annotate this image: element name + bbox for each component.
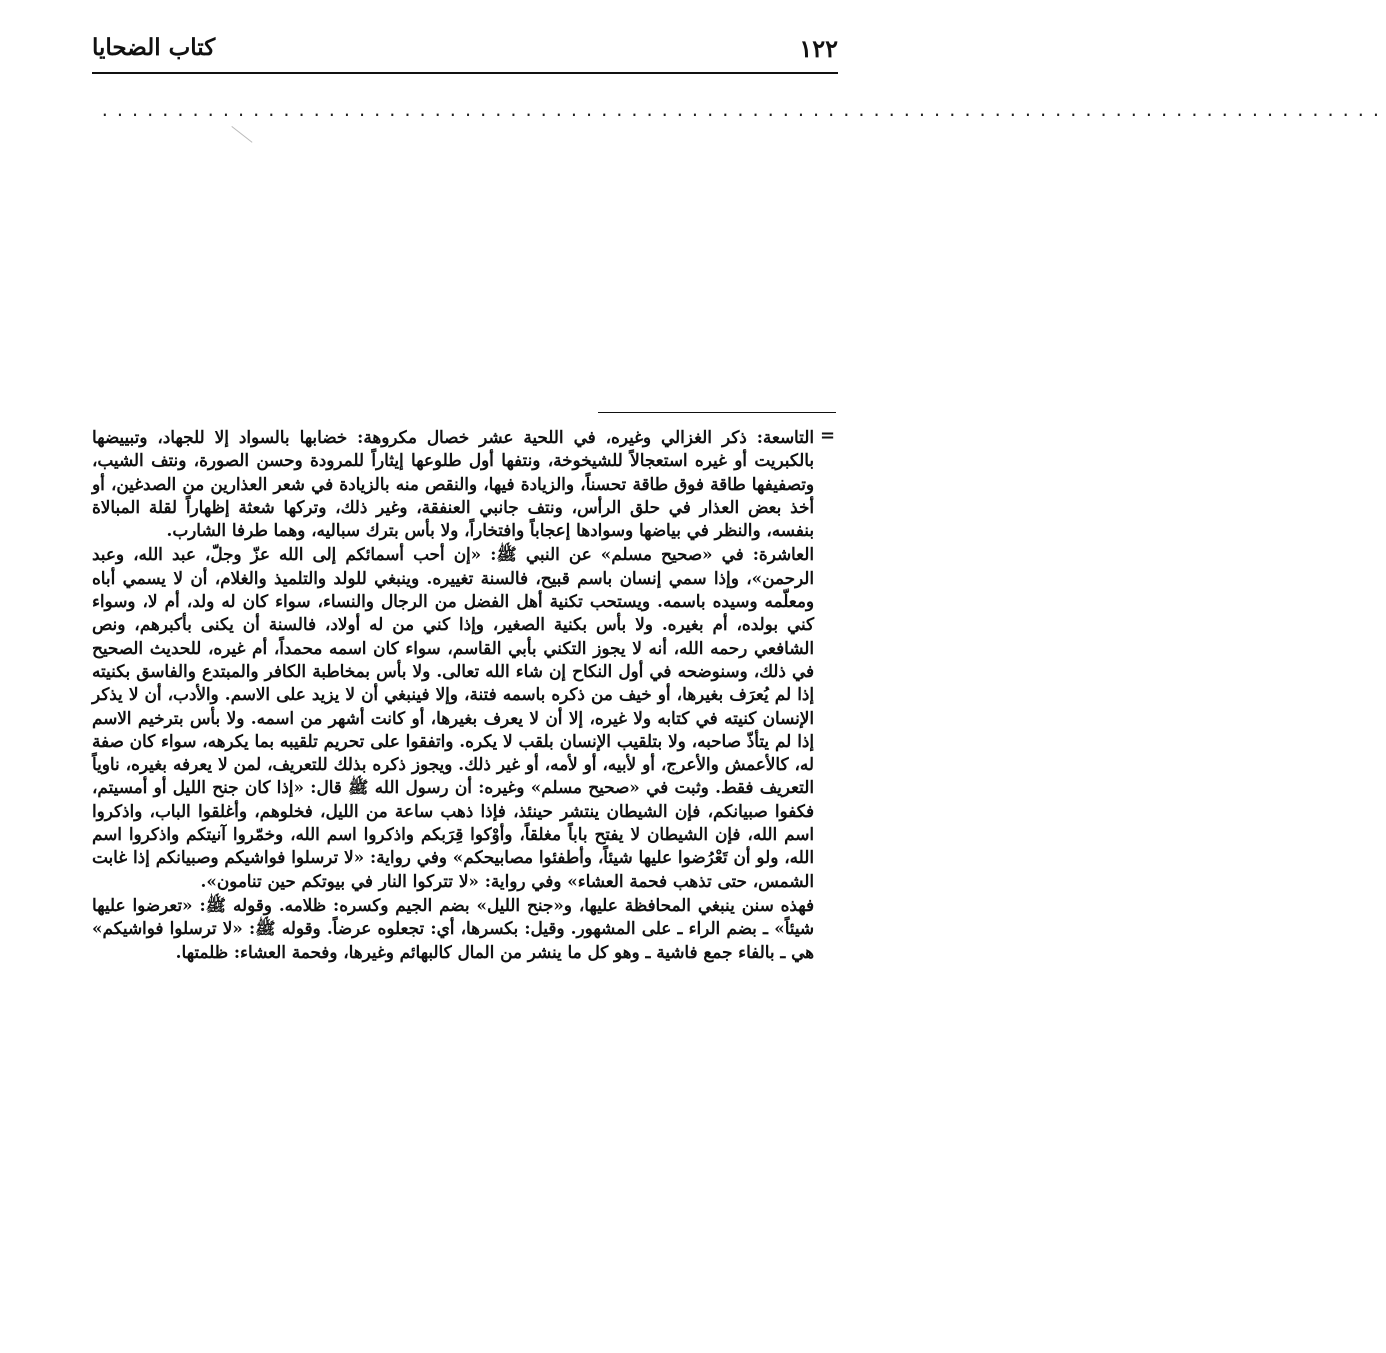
scan-artifact (231, 126, 252, 143)
footnote-paragraph-commentary: فهذه سنن ينبغي المحافظة عليها، و«جنح الليل» بضم الجيم وكسره: ظلامه. وقوله ﷺ: «تعرضوا عليها شيئاً» ـ بضم الراء ـ على المشهور. وقيل: بكسرها، أي: تجعلوه عرضاً. وقوله ﷺ: «لا ترسلوا فواشيكم» هي ـ بالفاء جمع فاشية ـ وهو كل ما ينشر من المال كالبهائم وغيرها، وفحمة العشاء: ظلمتها. (92, 894, 814, 962)
footnote-block (92, 426, 814, 965)
page-header (92, 30, 838, 74)
footnote-paragraph-ninth: التاسعة: ذكر الغزالي وغيره، في اللحية عشر خصال مكروهة: خضابها بالسواد إلا للجهاد، وتبييضها بالكبريت أو غيره استعجالاً للشيخوخة، ونتفها أول طلوعها إيثاراً للمرودة وحسن الصورة، ونتف الشيب، وتصفيفها طاقة فوق طاقة تحسناً، والزيادة فيها، والنقص منه بالزيادة في شعر العذارين من الصدغين، أو أخذ بعض العذار في حلق الرأس، ونتف جانبي العنفقة، وغير ذلك، وتركها شعثة إظهاراً لقلة المبالاة بنفسه، والنظر في بياضها وسوادها إعجاباً وافتخاراً، ولا بأس بترك سباليه، وهما طرفا الشارب. (92, 427, 814, 541)
dotted-separator: ..................................................................................... (100, 101, 1386, 120)
footnote-rule (598, 412, 836, 413)
header-rule (92, 72, 838, 74)
page-number: ١٢٢ (799, 34, 838, 63)
footnote-paragraph-tenth: العاشرة: في «صحيح مسلم» عن النبي ﷺ: «إن أحب أسمائكم إلى الله عزّ وجلّ، عبد الله، وعبد الرحمن»، وإذا سمي إنسان باسم قبيح، فالسنة تغييره. وينبغي للولد والتلميذ والغلام، أن لا يسمي أباه ومعلّمه وسيده باسمه. ويستحب تكنية أهل الفضل من الرجال والنساء، سواء كان له ولد، أم لا، وسواء كني بولده، أم بغيره. ولا بأس بكنية الصغير، وإذا كني من له أولاد، فالسنة أن يكنى بأكبرهم، ونص الشافعي رحمه الله، أنه لا يجوز التكني بأبي القاسم، سواء كان اسمه محمداً، أم غيره، للحديث الصحيح في ذلك، وسنوضحه في أول النكاح إن شاء الله تعالى. ولا بأس بمخاطبة الكافر والمبتدع والفاسق بكنيته إذا لم يُعرَف بغيرها، أو خيف من ذكره باسمه فتنة، وإلا فينبغي أن لا يزيد على الاسم. والأدب، أن لا يذكر الإنسان كنيته في كتابه ولا غيره، إلا أن لا يعرف بغيرها، أو كانت أشهر من اسمه. ولا بأس بترخيم الاسم إذا لم يتأذّ صاحبه، ولا بتلقيب الإنسان بلقب لا يكره. واتفقوا على تحريم تلقيبه بما يكرهه، سواء كان صفة له، كالأعمش والأعرج، أو لأبيه، أو لأمه، أو غير ذلك. ويجوز ذكره بذلك للتعريف، لمن لا يعرفه بغيره، ناوياً التعريف فقط. وثبت في «صحيح مسلم» وغيره: أن رسول الله ﷺ قال: «إذا كان جنح الليل أو أمسيتم، فكفوا صبيانكم، فإن الشيطان ينتشر حينئذ، فإذا ذهب ساعة من الليل، فخلوهم، وأغلقوا الباب، واذكروا اسم الله، فإن الشيطان لا يفتح باباً مغلقاً، وأوْكوا قِرَبكم واذكروا اسم الله، وخمّروا آنيتكم واذكروا اسم الله، ولو أن تَعْرُضوا عليها شيئاً، وأطفئوا مصابيحكم» وفي رواية: «لا ترسلوا فواشيكم وصبيانكم إذا غابت الشمس، حتى تذهب فحمة العشاء» وفي رواية: «لا تتركوا النار في بيوتكم حين تنامون». (92, 544, 814, 891)
footnote-continuation-mark: = (820, 425, 836, 446)
running-title: كتاب الضحايا (92, 34, 216, 61)
